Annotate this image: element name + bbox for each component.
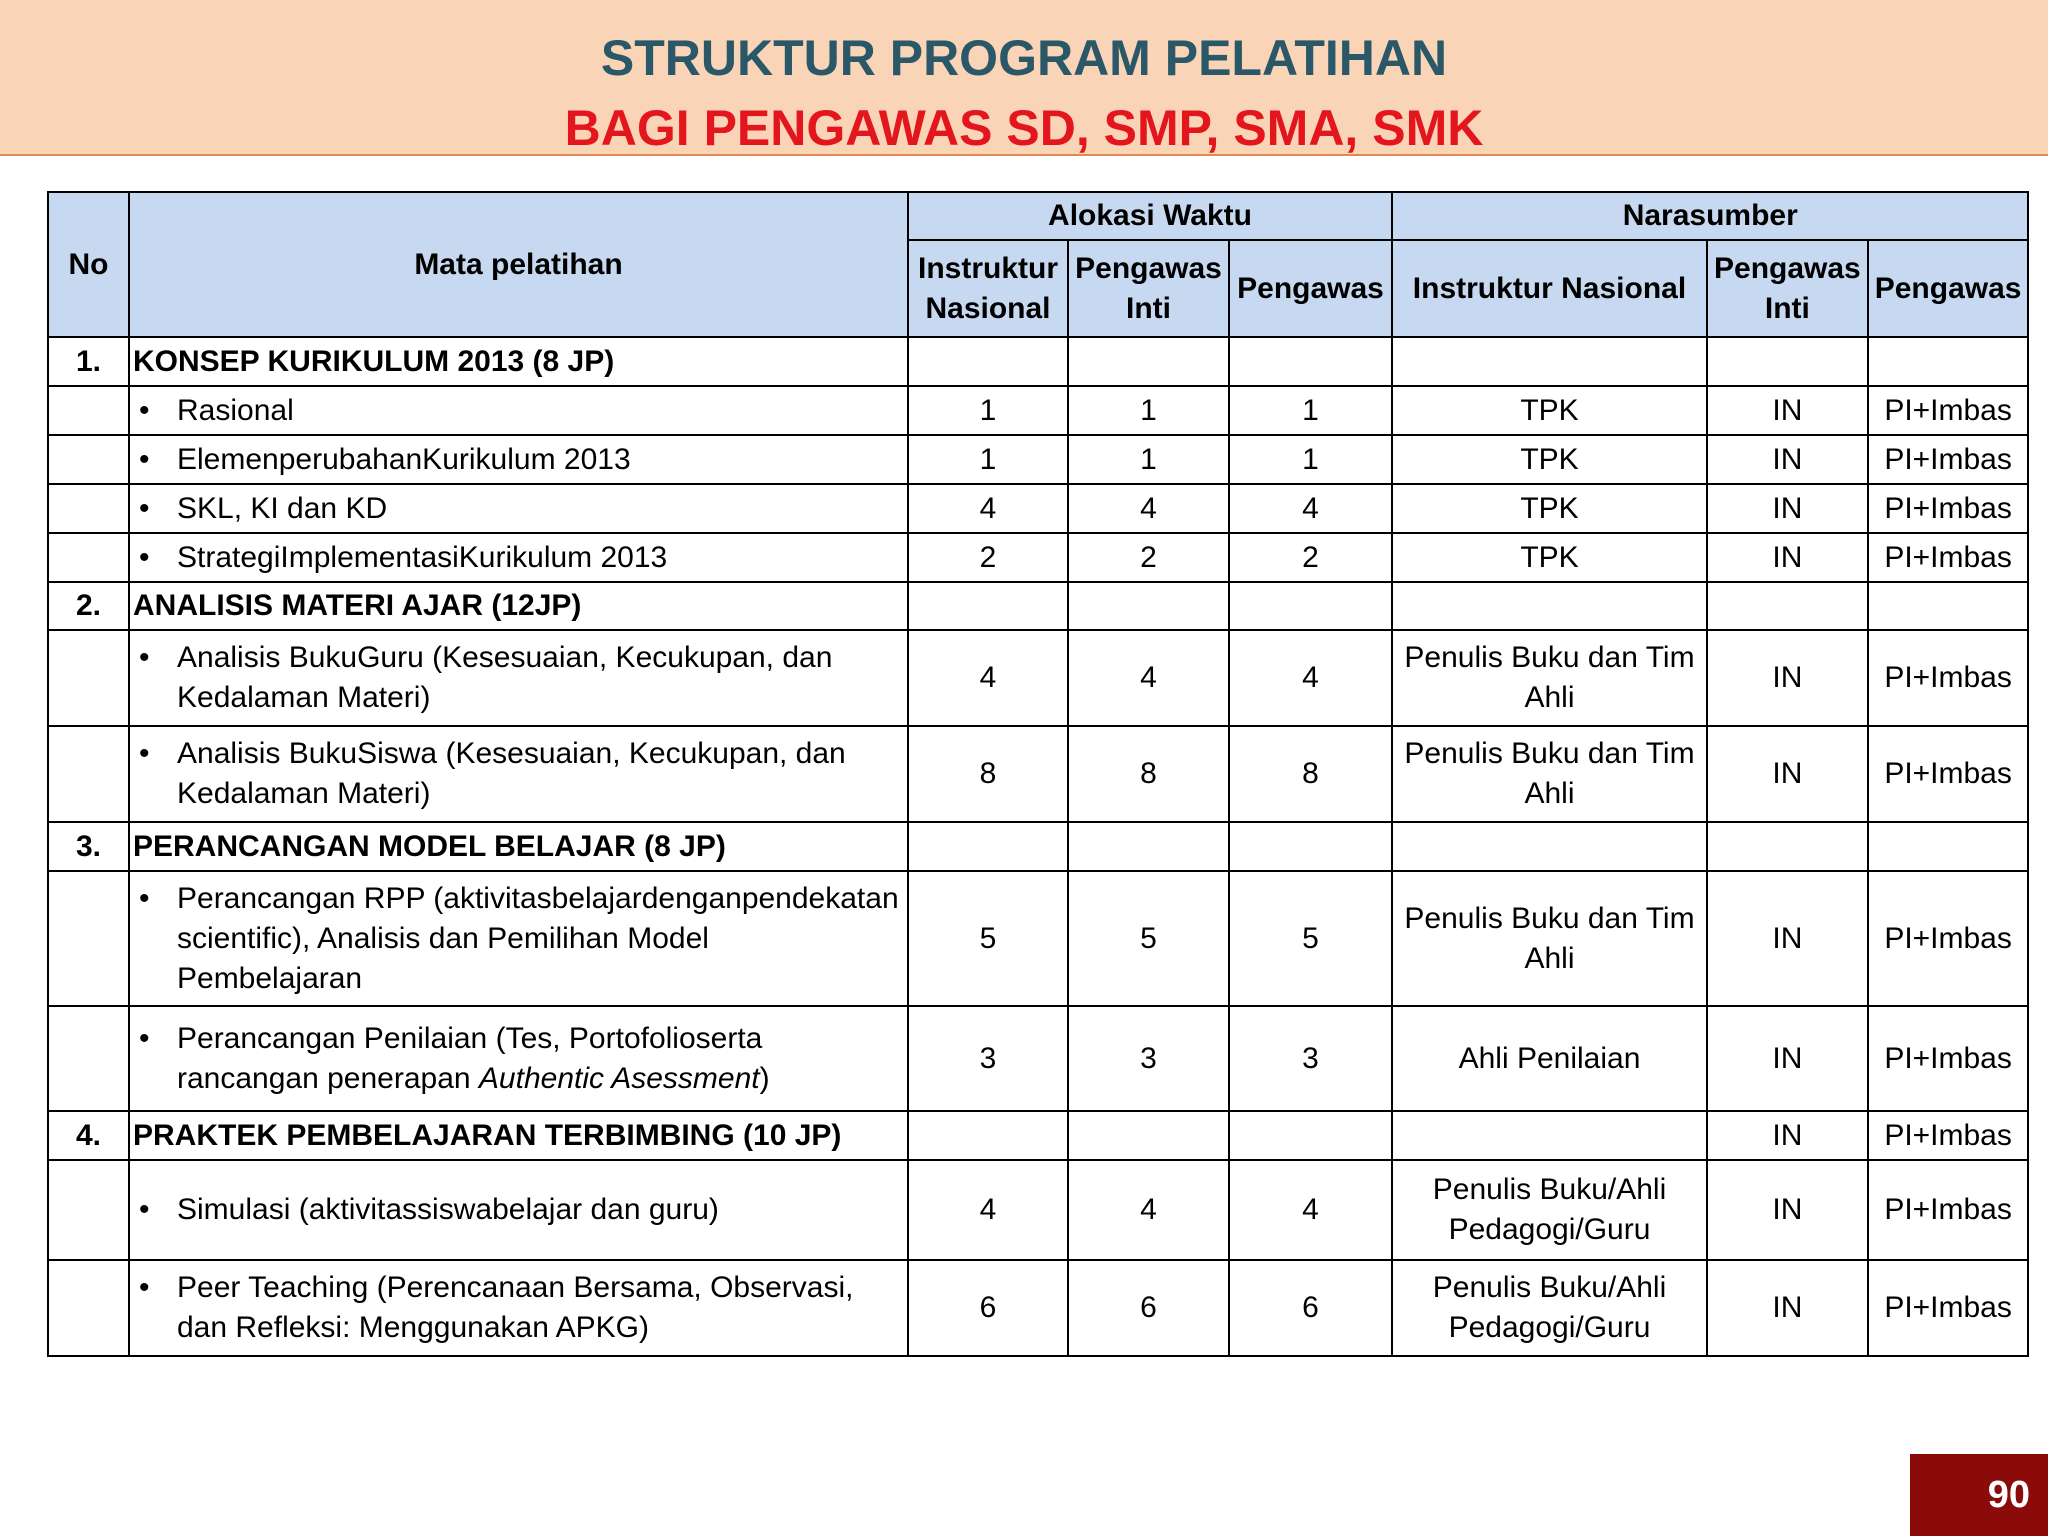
jp-instruktur-nasional: 1 <box>908 386 1068 435</box>
page-title: STRUKTUR PROGRAM PELATIHAN <box>600 30 1448 86</box>
narasumber-pengawas-inti: IN <box>1707 1160 1868 1260</box>
narasumber-pengawas: PI+Imbas <box>1868 1111 2029 1160</box>
jp-instruktur-nasional: 8 <box>908 726 1068 822</box>
course-cell <box>129 726 908 822</box>
jp-instruktur-nasional <box>908 582 1068 630</box>
jp-pengawas: 3 <box>1229 1006 1392 1111</box>
course-name-italic: Authentic Asessment <box>478 1061 760 1095</box>
narasumber-instruktur-nasional <box>1392 337 1707 386</box>
narasumber-instruktur-nasional <box>1392 822 1707 871</box>
jp-pengawas-inti: 2 <box>1068 533 1229 582</box>
header-mata-pelatihan: Mata pelatihan <box>129 192 908 337</box>
narasumber-pengawas-inti: IN <box>1707 533 1868 582</box>
jp-pengawas: 4 <box>1229 1160 1392 1260</box>
narasumber-pengawas-inti <box>1707 822 1868 871</box>
header-no: No <box>48 192 129 337</box>
jp-pengawas-inti <box>1068 582 1229 630</box>
row-number <box>48 1160 129 1260</box>
header-alokasi-pengawas-inti: Pengawas Inti <box>1068 240 1229 337</box>
course-cell <box>129 1006 908 1111</box>
course-name <box>177 1268 901 1348</box>
jp-pengawas <box>1229 822 1392 871</box>
jp-pengawas-inti: 5 <box>1068 871 1229 1006</box>
course-name-text: StrategiImplementasiKurikulum 2013 <box>177 540 668 574</box>
row-number <box>48 1006 129 1111</box>
narasumber-instruktur-nasional: Penulis Buku/Ahli Pedagogi/Guru <box>1392 1260 1707 1356</box>
jp-pengawas-inti: 4 <box>1068 630 1229 726</box>
narasumber-instruktur-nasional: TPK <box>1392 484 1707 533</box>
course-name <box>177 1190 901 1230</box>
jp-instruktur-nasional <box>908 337 1068 386</box>
row-number <box>48 386 129 435</box>
narasumber-pengawas: PI+Imbas <box>1868 533 2029 582</box>
row-number: 4. <box>48 1111 129 1160</box>
jp-pengawas-inti: 4 <box>1068 1160 1229 1260</box>
jp-pengawas: 8 <box>1229 726 1392 822</box>
jp-pengawas-inti <box>1068 1111 1229 1160</box>
bullet-icon: • <box>139 881 150 915</box>
jp-instruktur-nasional: 1 <box>908 435 1068 484</box>
course-cell <box>129 386 908 435</box>
table-row <box>48 533 2028 582</box>
section-title: KONSEP KURIKULUM 2013 (8 JP) <box>129 337 908 386</box>
narasumber-instruktur-nasional <box>1392 582 1707 630</box>
course-cell <box>129 484 908 533</box>
course-name-text: Perancangan Penilaian (Tes, Portofolioserta rancangan penerapan <box>177 1021 763 1095</box>
narasumber-pengawas: PI+Imbas <box>1868 435 2029 484</box>
section-title: PERANCANGAN MODEL BELAJAR (8 JP) <box>129 822 908 871</box>
course-name <box>177 734 901 814</box>
narasumber-pengawas-inti: IN <box>1707 726 1868 822</box>
course-name-text: Perancangan RPP (aktivitasbelajardenganpendekatan scientific), Analisis dan Pemilihan Model Pembelajaran <box>177 881 899 995</box>
jp-pengawas: 1 <box>1229 435 1392 484</box>
jp-pengawas-inti <box>1068 822 1229 871</box>
jp-instruktur-nasional: 4 <box>908 630 1068 726</box>
narasumber-pengawas-inti: IN <box>1707 871 1868 1006</box>
section-title: ANALISIS MATERI AJAR (12JP) <box>129 582 908 630</box>
page-number: 90 <box>1910 1454 2048 1536</box>
course-name-text: Rasional <box>177 393 294 427</box>
row-number <box>48 435 129 484</box>
narasumber-instruktur-nasional: Ahli Penilaian <box>1392 1006 1707 1111</box>
course-name-text: SKL, KI dan KD <box>177 491 388 525</box>
section-row <box>48 582 2028 630</box>
jp-pengawas-inti: 1 <box>1068 386 1229 435</box>
course-cell <box>129 630 908 726</box>
jp-pengawas: 6 <box>1229 1260 1392 1356</box>
bullet-icon: • <box>139 491 150 525</box>
narasumber-pengawas: PI+Imbas <box>1868 386 2029 435</box>
course-name <box>177 440 901 480</box>
bullet-icon: • <box>139 393 150 427</box>
section-row <box>48 337 2028 386</box>
narasumber-instruktur-nasional: TPK <box>1392 386 1707 435</box>
narasumber-pengawas <box>1868 822 2029 871</box>
header-narasumber-instruktur-nasional: Instruktur Nasional <box>1392 240 1707 337</box>
course-cell <box>129 1260 908 1356</box>
jp-pengawas: 2 <box>1229 533 1392 582</box>
section-title: PRAKTEK PEMBELAJARAN TERBIMBING (10 JP) <box>129 1111 908 1160</box>
narasumber-pengawas <box>1868 582 2029 630</box>
table-row <box>48 435 2028 484</box>
course-name <box>177 538 901 578</box>
bullet-icon: • <box>139 1021 150 1055</box>
narasumber-pengawas: PI+Imbas <box>1868 1160 2029 1260</box>
course-name <box>177 638 901 718</box>
jp-instruktur-nasional: 2 <box>908 533 1068 582</box>
bullet-icon: • <box>139 1271 150 1304</box>
narasumber-pengawas-inti: IN <box>1707 1260 1868 1356</box>
bullet-icon: • <box>139 641 150 674</box>
course-name-text: Simulasi (aktivitassiswabelajar dan guru) <box>177 1193 719 1226</box>
header-alokasi-waktu: Alokasi Waktu <box>908 192 1392 240</box>
narasumber-pengawas: PI+Imbas <box>1868 630 2029 726</box>
course-name-text: Analisis BukuGuru (Kesesuaian, Kecukupan, dan Kedalaman Materi) <box>177 641 833 714</box>
jp-pengawas-inti: 1 <box>1068 435 1229 484</box>
course-name <box>177 879 901 999</box>
jp-pengawas-inti: 3 <box>1068 1006 1229 1111</box>
header-narasumber: Narasumber <box>1392 192 2028 240</box>
table-row <box>48 726 2028 822</box>
table-row <box>48 1160 2028 1260</box>
bullet-icon: • <box>139 442 150 476</box>
course-name-text: Peer Teaching (Perencanaan Bersama, Observasi, dan Refleksi: Menggunakan APKG) <box>177 1271 854 1344</box>
header-narasumber-pengawas-inti: Pengawas Inti <box>1707 240 1868 337</box>
section-row <box>48 822 2028 871</box>
header-narasumber-pengawas: Pengawas <box>1868 240 2029 337</box>
jp-instruktur-nasional <box>908 822 1068 871</box>
narasumber-pengawas-inti: IN <box>1707 386 1868 435</box>
row-number <box>48 871 129 1006</box>
narasumber-pengawas: PI+Imbas <box>1868 1260 2029 1356</box>
jp-pengawas-inti: 8 <box>1068 726 1229 822</box>
course-name <box>177 391 901 431</box>
narasumber-pengawas-inti: IN <box>1707 484 1868 533</box>
table-row <box>48 630 2028 726</box>
jp-instruktur-nasional: 3 <box>908 1006 1068 1111</box>
jp-instruktur-nasional: 6 <box>908 1260 1068 1356</box>
jp-pengawas: 5 <box>1229 871 1392 1006</box>
narasumber-pengawas: PI+Imbas <box>1868 726 2029 822</box>
training-structure-table <box>47 191 2029 1357</box>
jp-instruktur-nasional: 4 <box>908 484 1068 533</box>
narasumber-pengawas-inti: IN <box>1707 1111 1868 1160</box>
row-number: 2. <box>48 582 129 630</box>
row-number: 1. <box>48 337 129 386</box>
narasumber-pengawas: PI+Imbas <box>1868 871 2029 1006</box>
table-row <box>48 1006 2028 1111</box>
course-cell <box>129 871 908 1006</box>
bullet-icon: • <box>139 540 150 574</box>
narasumber-instruktur-nasional: Penulis Buku dan Tim Ahli <box>1392 871 1707 1006</box>
jp-instruktur-nasional: 4 <box>908 1160 1068 1260</box>
narasumber-instruktur-nasional: TPK <box>1392 533 1707 582</box>
jp-pengawas <box>1229 337 1392 386</box>
narasumber-pengawas-inti: IN <box>1707 630 1868 726</box>
narasumber-pengawas-inti <box>1707 582 1868 630</box>
section-row <box>48 1111 2028 1160</box>
jp-pengawas: 4 <box>1229 630 1392 726</box>
table-row <box>48 871 2028 1006</box>
jp-instruktur-nasional <box>908 1111 1068 1160</box>
jp-pengawas: 1 <box>1229 386 1392 435</box>
narasumber-instruktur-nasional: TPK <box>1392 435 1707 484</box>
title-banner <box>0 0 2048 156</box>
course-cell <box>129 1160 908 1260</box>
table-row <box>48 386 2028 435</box>
table-row <box>48 1260 2028 1356</box>
jp-instruktur-nasional: 5 <box>908 871 1068 1006</box>
jp-pengawas <box>1229 1111 1392 1160</box>
jp-pengawas <box>1229 582 1392 630</box>
narasumber-instruktur-nasional: Penulis Buku/Ahli Pedagogi/Guru <box>1392 1160 1707 1260</box>
header-alokasi-instruktur-nasional: Instruktur Nasional <box>908 240 1068 337</box>
table-row <box>48 484 2028 533</box>
jp-pengawas-inti: 4 <box>1068 484 1229 533</box>
narasumber-pengawas: PI+Imbas <box>1868 1006 2029 1111</box>
row-number <box>48 533 129 582</box>
course-name <box>177 489 901 529</box>
row-number <box>48 484 129 533</box>
row-number <box>48 726 129 822</box>
row-number <box>48 630 129 726</box>
narasumber-pengawas <box>1868 337 2029 386</box>
header-alokasi-pengawas: Pengawas <box>1229 240 1392 337</box>
narasumber-instruktur-nasional: Penulis Buku dan Tim Ahli <box>1392 630 1707 726</box>
course-name-suffix: ) <box>759 1061 770 1095</box>
row-number <box>48 1260 129 1356</box>
narasumber-pengawas-inti: IN <box>1707 435 1868 484</box>
course-cell <box>129 435 908 484</box>
course-name <box>177 1019 901 1099</box>
narasumber-pengawas-inti: IN <box>1707 1006 1868 1111</box>
course-name-text: Analisis BukuSiswa (Kesesuaian, Kecukupan, dan Kedalaman Materi) <box>177 737 846 810</box>
jp-pengawas-inti: 6 <box>1068 1260 1229 1356</box>
bullet-icon: • <box>139 1193 150 1226</box>
narasumber-instruktur-nasional: Penulis Buku dan Tim Ahli <box>1392 726 1707 822</box>
bullet-icon: • <box>139 737 150 770</box>
jp-pengawas-inti <box>1068 337 1229 386</box>
course-name-text: ElemenperubahanKurikulum 2013 <box>177 442 631 476</box>
narasumber-pengawas-inti <box>1707 337 1868 386</box>
narasumber-instruktur-nasional <box>1392 1111 1707 1160</box>
page-subtitle: BAGI PENGAWAS SD, SMP, SMA, SMK <box>564 100 1484 156</box>
jp-pengawas: 4 <box>1229 484 1392 533</box>
narasumber-pengawas: PI+Imbas <box>1868 484 2029 533</box>
course-cell <box>129 533 908 582</box>
row-number: 3. <box>48 822 129 871</box>
